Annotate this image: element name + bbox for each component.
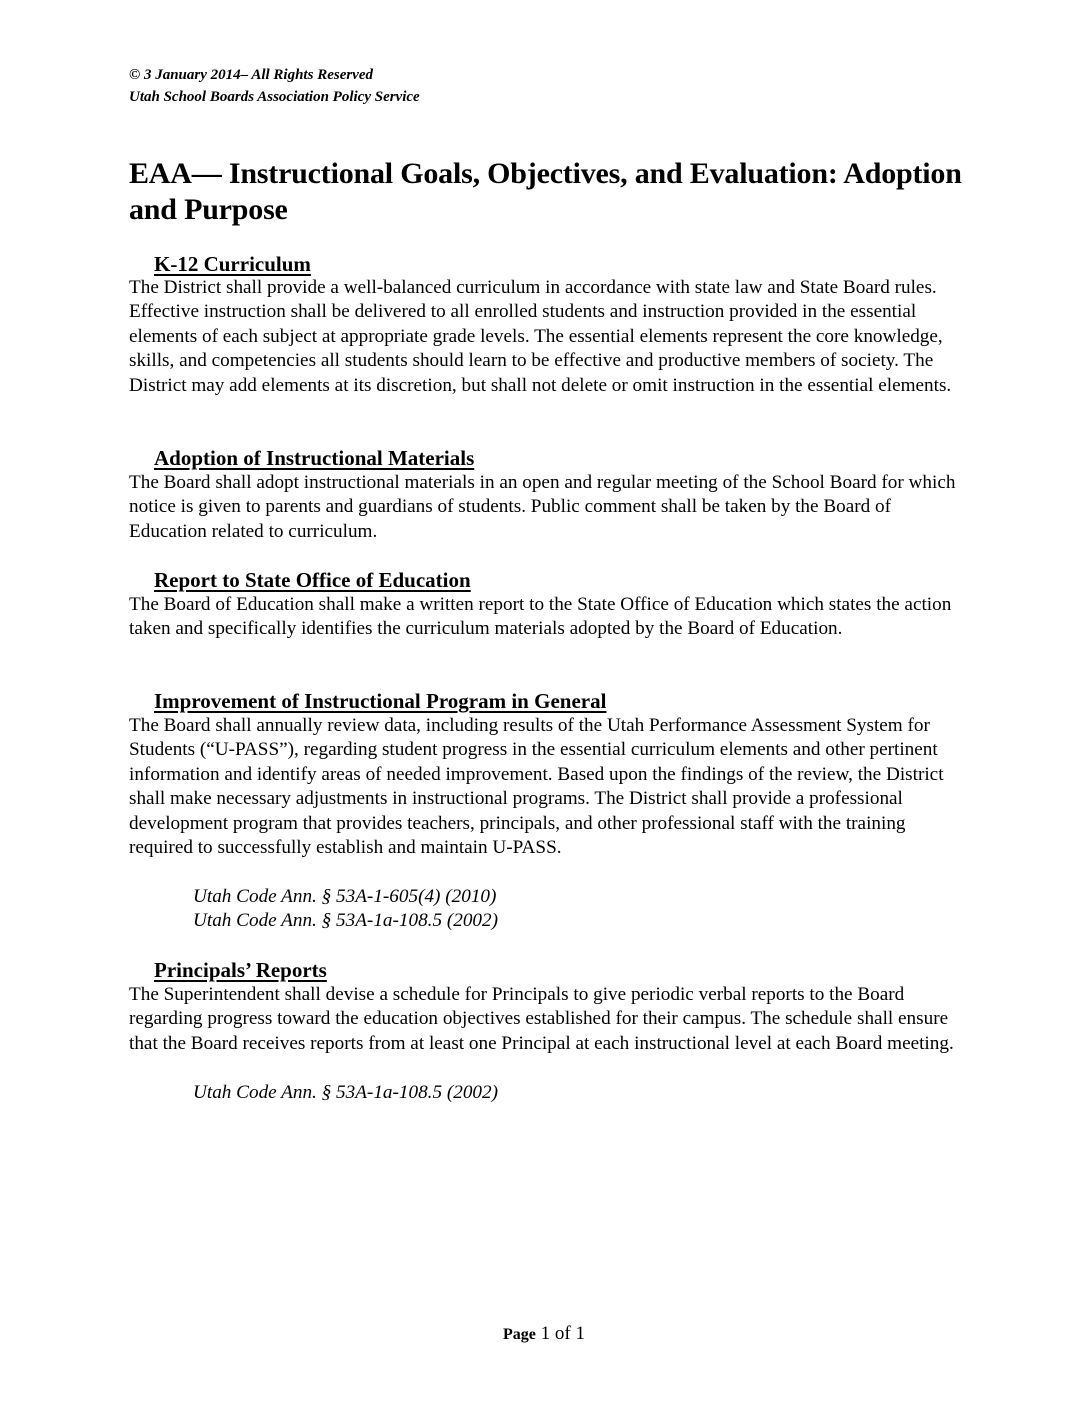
page-title: EAA— Instructional Goals, Objectives, and Evaluation: Adoption and Purpose (129, 157, 962, 226)
section-body-k12-curriculum: The District shall provide a well-balanced curriculum in accordance with state law and State Board rules. Effective instruction shall be delivered to all enrolled students and instruction provided in the essential elements of each subject at appropriate grade levels. The essential elements represent the core knowledge, skills, and competencies all students should learn to be effective and productive members of society. The District may add elements at its discretion, but shall not delete or omit instruction in the essential elements. (129, 277, 952, 396)
page-footer (0, 1322, 1088, 1347)
section-heading-improvement-program: Improvement of Instructional Program in General (154, 689, 607, 713)
copyright-line: © 3 January 2014– All Rights Reserved (129, 67, 373, 83)
citation: Utah Code Ann. § 53A-1a-108.5 (2002) (193, 1082, 499, 1103)
citation: Utah Code Ann. § 53A-1a-108.5 (2002) (193, 910, 499, 931)
page-number: 1 of 1 (540, 1323, 585, 1344)
section-body-principals-reports: The Superintendent shall devise a schedule for Principals to give periodic verbal reports to the Board regarding progress toward the education objectives established for their campus. The schedule shall ensure that the Board receives reports from at least one Principal at each instructional level at each Board meeting. (129, 984, 954, 1054)
section-body-adoption-materials: The Board shall adopt instructional materials in an open and regular meeting of the School Board for which notice is given to parents and guardians of students. Public comment shall be taken by the Board of Education related to curriculum. (129, 472, 956, 542)
section-heading-adoption-materials: Adoption of Instructional Materials (154, 446, 475, 470)
section-heading-k12-curriculum: K-12 Curriculum (154, 252, 311, 276)
publisher-line: Utah School Boards Association Policy Service (129, 89, 420, 105)
section-heading-report-state-office: Report to State Office of Education (154, 568, 471, 592)
citation: Utah Code Ann. § 53A-1-605(4) (2010) (193, 886, 497, 907)
section-body-report-state-office: The Board of Education shall make a written report to the State Office of Education which states the action taken and specifically identifies the curriculum materials adopted by the Board of Education. (129, 594, 952, 640)
section-heading-principals-reports: Principals’ Reports (154, 958, 327, 982)
page-word: Page (503, 1326, 536, 1343)
section-body-improvement-program: The Board shall annually review data, including results of the Utah Performance Assessment System for Students (“U-PASS”), regarding student progress in the essential curriculum elements and other pertinent information and identify areas of needed improvement. Based upon the findings of the review, the District shall make necessary adjustments in instructional programs. The District shall provide a professional development program that provides teachers, principals, and other professional staff with the training required to successfully establish and maintain U-PASS. (129, 715, 944, 859)
